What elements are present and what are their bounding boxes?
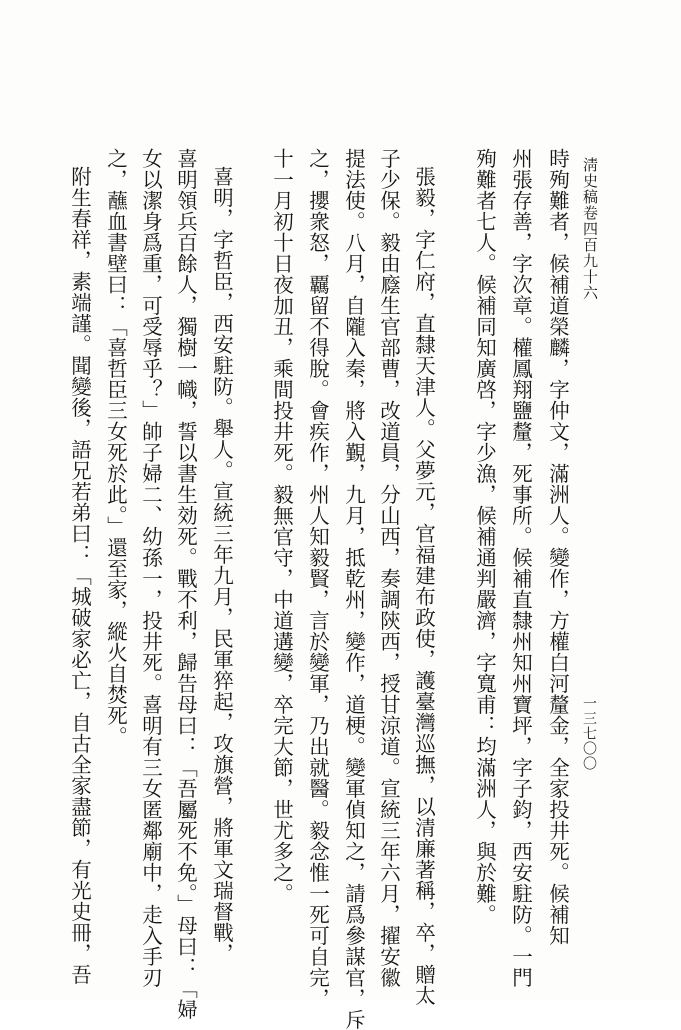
text-column-11: 女以潔身爲重，可受辱乎？」帥子婦二、幼孫一，投井死。喜明有三女匿鄰廟中，走入手刃 bbox=[138, 148, 163, 988]
text-column-7: 之，攖衆怒，覊留不得脫。會疾作，州人知毅賢，言於變軍，乃出就醫。毅念惟一死可自完， bbox=[305, 148, 330, 1009]
text-column-12: 之，蘸血書壁曰：「喜哲臣三女死於此。」還至家，縱火自焚死。 bbox=[103, 148, 128, 747]
text-column-4: 張毅，字仁府，直隸天津人。父夢元，官福建布政使，護臺灣巡撫，以清廉著稱，卒，贈太 bbox=[411, 166, 436, 1006]
running-title: 淸史稿卷四百九十六 bbox=[581, 157, 599, 301]
text-column-13: 附生春祥，素端謹。聞變後，語兄若弟曰：「城破家必亡，自古全家盡節，有光史冊，吾 bbox=[67, 166, 92, 985]
text-column-1: 時殉難者，候補道榮麟，字仲文，滿洲人。變作，方權白河釐金，全家投井死。候補知 bbox=[545, 148, 570, 946]
text-column-8: 十一月初十日夜加丑，乘間投井死。毅無官守，中道遘變，卒完大節，世尤多之。 bbox=[269, 148, 294, 904]
page-number: 一三七〇〇 bbox=[581, 696, 597, 771]
text-column-10: 喜明領兵百餘人，獨樹一幟，誓以書生効死。戰不利，歸告母曰：「吾屬死不免。」母曰：「婦 bbox=[173, 148, 198, 1020]
text-column-5: 子少保。毅由廕生官部曹，改道員，分山西，奏調陝西，授甘涼道。宣統三年六月，擢安徽 bbox=[376, 148, 401, 988]
text-column-3: 殉難者七人。候補同知廣啓，字少漁，候補通判嚴濟，字寬甫：均滿洲人，與於難。 bbox=[472, 148, 497, 925]
text-column-2: 州張存善，字次章。權鳳翔鹽釐，死事所。候補直隸州知州寶坪，字子鈞，西安駐防。一門 bbox=[508, 148, 533, 988]
text-column-9: 喜明，字哲臣，西安駐防。舉人。宣統三年九月，民軍猝起，攻旗營，將軍文瑞督戰， bbox=[209, 166, 234, 964]
text-column-6: 提法使。八月，自隴入秦，將入覲，九月，抵乾州，變作，道梗。變軍偵知之，請爲參謀官，斥 bbox=[341, 148, 366, 1030]
